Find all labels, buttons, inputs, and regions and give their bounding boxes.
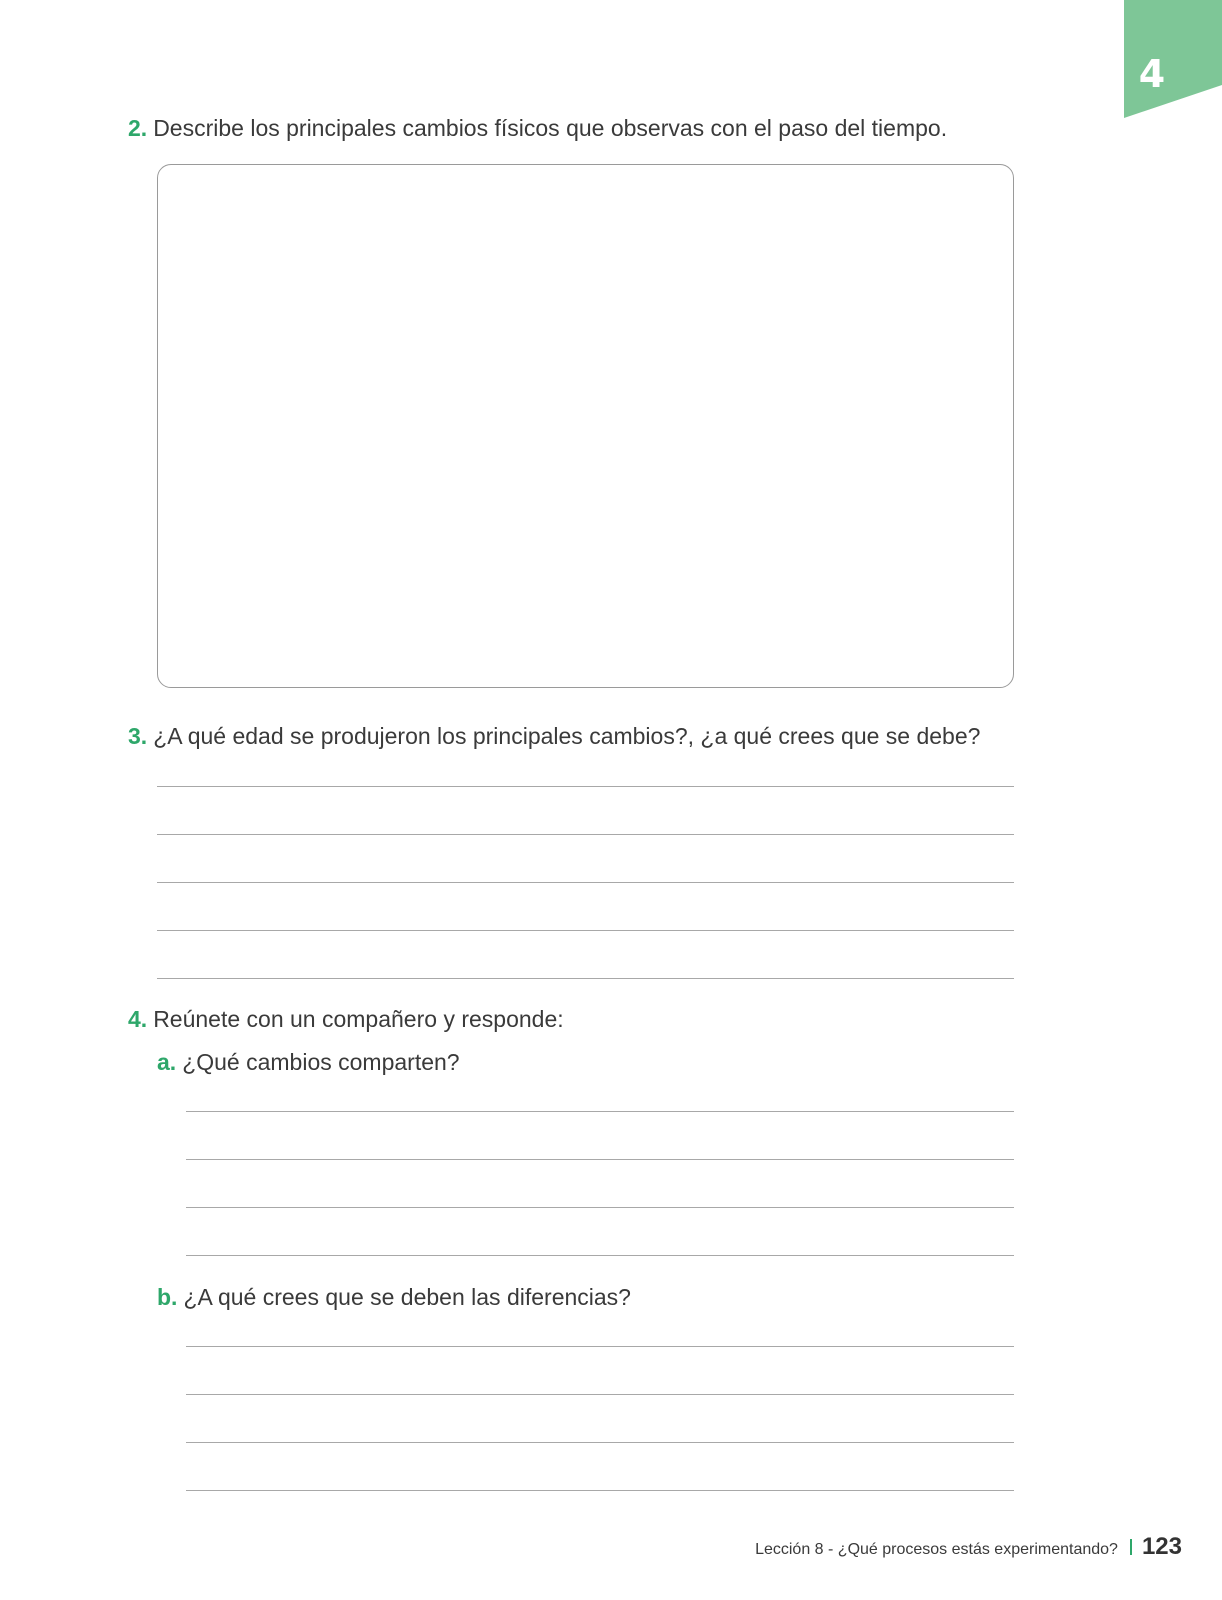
question-4a [157,1047,460,1077]
question-2-answer-box[interactable] [157,164,1014,688]
page-number: 123 [1141,1533,1182,1560]
question-4b-letter: b. [157,1284,178,1310]
footer-lesson-title: Lección 8 - ¿Qué procesos estás experimentando? [755,1541,1118,1558]
question-2-text: Describe los principales cambios físicos que observas con el paso del tiempo. [153,115,948,141]
question-4-text: Reúnete con un compañero y responde: [153,1006,564,1032]
question-2-number: 2. [128,115,148,141]
question-3-number: 3. [128,723,148,749]
question-2 [128,113,947,143]
footer-separator [1130,1539,1132,1555]
question-4 [128,1004,564,1034]
page-footer [755,1533,1182,1561]
question-3 [128,721,980,751]
question-3-answer-line-3[interactable] [157,882,1014,883]
question-4a-answer-line-4[interactable] [186,1255,1014,1256]
question-4a-text: ¿Qué cambios comparten? [182,1049,460,1075]
question-4b-answer-line-1[interactable] [186,1346,1014,1347]
question-4a-answer-line-2[interactable] [186,1159,1014,1160]
question-4b-answer-line-2[interactable] [186,1394,1014,1395]
question-3-answer-line-5[interactable] [157,978,1014,979]
question-4a-answer-line-1[interactable] [186,1111,1014,1112]
question-4-number: 4. [128,1006,148,1032]
question-4a-letter: a. [157,1049,177,1075]
question-3-text: ¿A qué edad se produjeron los principales cambios?, ¿a qué crees que se debe? [153,723,981,749]
question-4b-answer-line-3[interactable] [186,1442,1014,1443]
question-4b [157,1282,631,1312]
question-4b-text: ¿A qué crees que se deben las diferencias? [183,1284,631,1310]
question-3-answer-line-2[interactable] [157,834,1014,835]
question-3-answer-line-4[interactable] [157,930,1014,931]
question-4a-answer-line-3[interactable] [186,1207,1014,1208]
unit-number: 4 [1138,52,1166,96]
question-4b-answer-line-4[interactable] [186,1490,1014,1491]
question-3-answer-line-1[interactable] [157,786,1014,787]
